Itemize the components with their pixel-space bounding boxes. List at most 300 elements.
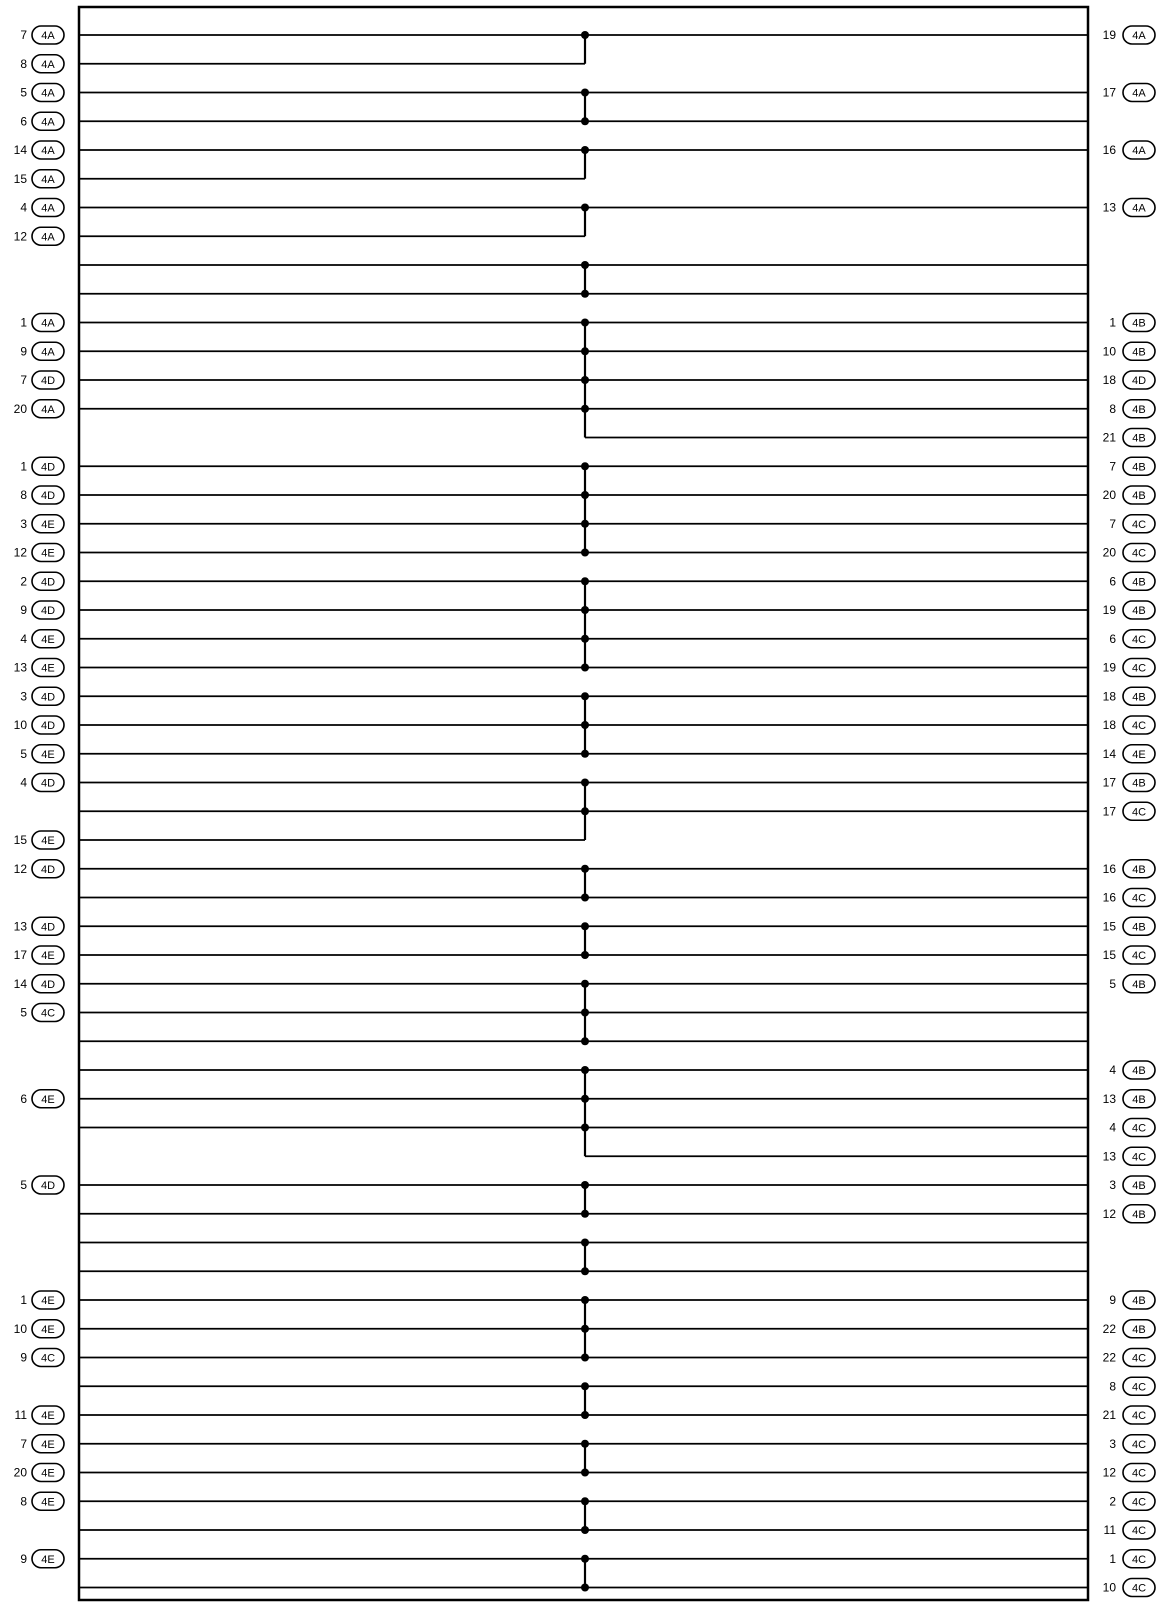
right-pin-label: [1109, 1291, 1155, 1309]
right-pin-label: [1103, 946, 1155, 964]
splice-dot: [581, 1325, 589, 1333]
left-pin-label: [14, 227, 64, 245]
pin-number: 1: [1109, 1551, 1116, 1566]
pin-number: 3: [20, 516, 27, 531]
left-pin-label: [20, 1492, 64, 1510]
right-pin-label: [1109, 457, 1155, 475]
pin-number: 17: [13, 948, 27, 962]
connector-id: 4E: [41, 1438, 55, 1451]
pin-number: 6: [1109, 631, 1116, 646]
connector-id: 4C: [1131, 1525, 1147, 1537]
splice-dot: [581, 1411, 589, 1419]
right-pin-label: [1104, 1521, 1155, 1539]
connector-id: 4E: [41, 547, 55, 560]
pin-number: 7: [1109, 459, 1116, 474]
left-pin-label: [20, 687, 64, 705]
connector-id: 4C: [1131, 1467, 1147, 1480]
pin-number: 19: [1102, 28, 1116, 42]
left-pin-label: [14, 831, 64, 849]
connector-id: 4A: [41, 317, 55, 330]
pin-number: 1: [1109, 315, 1116, 330]
splice-dot: [581, 1440, 589, 1448]
right-pin-label: [1103, 486, 1155, 504]
pin-number: 2: [20, 574, 27, 589]
pin-number: 12: [13, 861, 27, 876]
left-pin-label: [20, 457, 64, 475]
pin-number: 8: [20, 1494, 27, 1509]
pin-number: 3: [20, 689, 27, 704]
splice-dot: [581, 31, 589, 39]
connector-id: 4A: [41, 116, 55, 129]
connector-id: 4D: [40, 1180, 56, 1192]
connector-id: 4E: [41, 1467, 55, 1480]
right-pin-label: [1103, 1147, 1155, 1165]
left-labels-layer: [14, 26, 64, 1568]
connector-id: 4A: [41, 202, 55, 215]
connector-id: 4D: [40, 691, 56, 704]
splice-dots-layer: [581, 31, 589, 1592]
right-pin-label: [1109, 1550, 1155, 1568]
splice-dot: [581, 549, 589, 557]
pin-number: 15: [13, 833, 27, 847]
pin-number: 8: [1109, 401, 1116, 416]
left-pin-label: [14, 975, 64, 993]
connector-id: 4C: [1131, 1381, 1147, 1394]
pin-number: 21: [1102, 430, 1116, 445]
splice-dot: [581, 1066, 589, 1074]
pin-number: 9: [1109, 1293, 1116, 1307]
splice-dot: [581, 462, 589, 470]
pin-number: 16: [1102, 861, 1116, 876]
splice-dot: [581, 204, 589, 212]
splice-dot: [581, 290, 589, 298]
connector-id: 4A: [41, 87, 55, 100]
left-pin-label: [20, 1291, 64, 1309]
left-pin-label: [14, 659, 64, 677]
left-pin-label: [20, 342, 64, 360]
right-pin-label: [1109, 400, 1155, 418]
splice-dot: [581, 376, 589, 384]
pin-number: 14: [13, 976, 27, 991]
pin-number: 12: [1102, 1206, 1116, 1221]
pin-number: 5: [20, 1005, 27, 1020]
pin-number: 13: [1102, 200, 1116, 215]
right-pin-label: [1103, 889, 1155, 907]
connector-id: 4E: [41, 1553, 55, 1566]
splice-dot: [581, 520, 589, 528]
left-pin-label: [20, 601, 64, 619]
connector-id: 4D: [40, 461, 56, 474]
connector-id: 4D: [40, 375, 56, 387]
connector-id: 4E: [1132, 748, 1146, 761]
right-pin-label: [1103, 342, 1155, 360]
right-pin-label: [1103, 659, 1155, 677]
splice-dot: [581, 750, 589, 758]
pin-number: 3: [1109, 1436, 1116, 1451]
splice-dot: [581, 1210, 589, 1218]
pin-number: 10: [1102, 1580, 1116, 1595]
right-pin-label: [1103, 544, 1155, 562]
connector-id: 4B: [1132, 346, 1146, 359]
right-pin-label: [1103, 371, 1155, 389]
pin-number: 16: [1102, 890, 1116, 905]
pin-number: 14: [13, 143, 27, 157]
left-pin-label: [20, 745, 64, 763]
connector-id: 4A: [41, 145, 55, 157]
right-pin-label: [1103, 774, 1155, 792]
connector-id: 4C: [1131, 892, 1147, 905]
connector-id: 4B: [1132, 432, 1146, 445]
pin-number: 9: [20, 1551, 27, 1566]
pin-number: 8: [20, 56, 27, 71]
left-pin-label: [14, 946, 64, 964]
connector-id: 4E: [41, 1410, 55, 1422]
pin-number: 4: [1109, 1063, 1116, 1077]
pin-number: 9: [20, 603, 27, 617]
pin-number: 7: [1109, 516, 1116, 531]
connector-id: 4B: [1132, 691, 1146, 704]
pin-number: 10: [13, 1321, 27, 1336]
right-pin-label: [1103, 1090, 1155, 1108]
connector-id: 4A: [41, 346, 55, 359]
connector-id: 4B: [1132, 1180, 1146, 1192]
connector-id: 4C: [1131, 1553, 1147, 1566]
pin-number: 7: [20, 28, 27, 42]
right-pin-label: [1109, 1176, 1155, 1194]
pin-number: 5: [20, 1178, 27, 1192]
pin-number: 8: [1109, 1379, 1116, 1394]
connector-id: 4C: [40, 1352, 56, 1365]
splice-dot: [581, 1526, 589, 1534]
right-pin-label: [1103, 1579, 1155, 1597]
left-pin-label: [14, 1320, 64, 1338]
pin-number: 22: [1102, 1350, 1116, 1365]
connector-id: 4B: [1132, 461, 1146, 474]
connector-id: 4D: [40, 863, 56, 876]
connector-id: 4D: [40, 576, 56, 589]
pin-number: 21: [1102, 1408, 1116, 1422]
connector-id: 4D: [40, 720, 56, 732]
right-labels-layer: [1103, 26, 1155, 1597]
connector-id: 4C: [1131, 1410, 1147, 1422]
right-pin-label: [1103, 601, 1155, 619]
connector-id: 4B: [1132, 605, 1146, 617]
connector-id: 4A: [41, 403, 55, 416]
splice-dot: [581, 89, 589, 97]
pin-number: 22: [1102, 1321, 1116, 1336]
pin-number: 3: [1109, 1178, 1116, 1192]
splice-dot: [581, 491, 589, 499]
pin-number: 4: [20, 200, 27, 215]
pin-number: 13: [13, 919, 27, 934]
left-pin-label: [20, 314, 64, 332]
splice-dot: [581, 635, 589, 643]
pin-number: 5: [1109, 976, 1116, 991]
connector-id: 4A: [41, 173, 55, 186]
connector-id: 4B: [1132, 921, 1146, 934]
pin-number: 4: [1109, 1120, 1116, 1135]
right-pin-label: [1109, 1492, 1155, 1510]
splice-dot: [581, 1469, 589, 1477]
left-pin-label: [20, 774, 64, 792]
left-pin-label: [15, 1406, 64, 1424]
right-pin-label: [1103, 1464, 1155, 1482]
pin-number: 5: [20, 746, 27, 761]
splice-dot: [581, 807, 589, 815]
right-pin-label: [1103, 141, 1155, 159]
pin-number: 11: [14, 1408, 27, 1422]
pin-number: 16: [1102, 143, 1116, 157]
pin-number: 13: [1102, 1149, 1116, 1164]
splice-dot: [581, 721, 589, 729]
connector-id: 4E: [41, 835, 55, 847]
connector-id: 4E: [41, 1323, 55, 1336]
splice-dot: [581, 865, 589, 873]
splice-dot: [581, 146, 589, 154]
splice-dot: [581, 1382, 589, 1390]
right-pin-label: [1109, 515, 1155, 533]
left-pin-label: [20, 486, 64, 504]
pin-number: 9: [20, 344, 27, 359]
right-pin-label: [1103, 917, 1155, 935]
left-pin-label: [20, 1550, 64, 1568]
connector-id: 4D: [40, 605, 56, 617]
left-pin-label: [14, 544, 64, 562]
connector-id: 4A: [1132, 202, 1146, 215]
splice-dot: [581, 1124, 589, 1132]
connector-id: 4B: [1132, 978, 1146, 991]
splice-dot: [581, 1354, 589, 1362]
splice-dot: [581, 577, 589, 585]
right-pin-label: [1103, 1320, 1155, 1338]
left-pin-label: [20, 1004, 64, 1022]
pin-number: 14: [1102, 746, 1116, 761]
right-pin-label: [1109, 1119, 1155, 1137]
connector-id: 4E: [41, 1295, 55, 1307]
pin-number: 20: [13, 401, 27, 416]
connector-id: 4E: [41, 633, 55, 646]
connector-id: 4C: [1131, 1352, 1147, 1365]
right-pin-label: [1103, 1406, 1155, 1424]
connector-id: 4C: [1131, 1438, 1147, 1451]
pin-number: 6: [20, 1091, 27, 1106]
connector-id: 4E: [41, 950, 55, 962]
connector-id: 4E: [41, 1496, 55, 1509]
pin-number: 17: [1102, 804, 1116, 819]
splice-dot: [581, 1555, 589, 1563]
pin-number: 1: [20, 459, 27, 474]
connector-id: 4C: [1131, 1122, 1147, 1135]
pin-number: 7: [20, 1436, 27, 1451]
connector-id: 4E: [41, 662, 55, 675]
connector-id: 4C: [1131, 518, 1147, 531]
left-pin-label: [20, 630, 64, 648]
connector-id: 4B: [1132, 1323, 1146, 1336]
pin-number: 10: [13, 718, 27, 732]
pin-number: 20: [1102, 545, 1116, 560]
connector-id: 4C: [1131, 1151, 1147, 1164]
left-pin-label: [20, 84, 64, 102]
connector-id: 4B: [1132, 490, 1146, 502]
left-pin-label: [20, 371, 64, 389]
left-pin-label: [20, 1435, 64, 1453]
left-pin-label: [20, 1176, 64, 1194]
right-pin-label: [1109, 630, 1155, 648]
right-pin-label: [1109, 314, 1155, 332]
right-pin-label: [1109, 1435, 1155, 1453]
splice-dot: [581, 894, 589, 902]
pin-number: 5: [20, 85, 27, 100]
pin-number: 8: [20, 488, 27, 502]
pin-number: 20: [13, 1465, 27, 1480]
splice-dot: [581, 347, 589, 355]
connector-id: 4C: [1131, 662, 1147, 675]
right-pin-label: [1103, 199, 1155, 217]
splice-dot: [581, 405, 589, 413]
splice-dot: [581, 1267, 589, 1275]
right-pin-label: [1103, 687, 1155, 705]
connector-id: 4C: [1131, 950, 1147, 962]
connector-id: 4C: [40, 1007, 56, 1020]
pin-number: 15: [1102, 948, 1116, 962]
right-pin-label: [1103, 716, 1155, 734]
left-pin-label: [20, 1090, 64, 1108]
left-pin-label: [14, 860, 64, 878]
splice-dot: [581, 606, 589, 614]
connector-id: 4C: [1131, 806, 1147, 819]
connector-id: 4C: [1131, 720, 1147, 732]
left-pin-label: [20, 515, 64, 533]
pin-number: 4: [20, 631, 27, 646]
pin-number: 19: [1102, 660, 1116, 675]
pin-number: 17: [1102, 775, 1116, 790]
connector-id: 4A: [1132, 87, 1146, 100]
right-pin-label: [1109, 1377, 1155, 1395]
connector-id: 4E: [41, 1093, 55, 1106]
right-pin-label: [1109, 1061, 1155, 1079]
splice-dot: [581, 1181, 589, 1189]
connector-id: 4D: [40, 978, 56, 991]
pin-number: 18: [1102, 718, 1116, 732]
left-pin-label: [14, 400, 64, 418]
right-pin-label: [1103, 84, 1155, 102]
pin-number: 6: [1109, 574, 1116, 589]
right-pin-label: [1103, 745, 1155, 763]
connector-id: 4C: [1131, 1496, 1147, 1509]
pin-number: 9: [20, 1350, 27, 1365]
splice-dot: [581, 261, 589, 269]
left-pin-label: [14, 1464, 64, 1482]
splice-dot: [581, 1239, 589, 1247]
left-pin-label: [20, 1349, 64, 1367]
pin-number: 4: [20, 775, 27, 790]
splice-dot: [581, 1095, 589, 1103]
connector-id: 4B: [1132, 576, 1146, 589]
connector-id: 4A: [41, 231, 55, 244]
connector-id: 4B: [1132, 403, 1146, 416]
pin-number: 1: [20, 1293, 27, 1307]
splice-dot: [581, 1037, 589, 1045]
pin-number: 12: [13, 229, 27, 244]
connector-id: 4B: [1132, 317, 1146, 330]
pin-number: 18: [1102, 373, 1116, 387]
connector-id: 4B: [1132, 1208, 1146, 1221]
left-pin-label: [14, 716, 64, 734]
right-pin-label: [1103, 1205, 1155, 1223]
left-pin-label: [14, 170, 64, 188]
right-pin-label: [1103, 860, 1155, 878]
connector-id: 4C: [1131, 547, 1147, 560]
connector-id: 4D: [40, 777, 56, 790]
pin-number: 20: [1102, 488, 1116, 502]
pin-number: 15: [13, 171, 27, 186]
pin-number: 18: [1102, 689, 1116, 704]
connector-id: 4B: [1132, 1065, 1146, 1077]
connector-id: 4D: [40, 490, 56, 502]
connector-id: 4C: [1131, 633, 1147, 646]
right-pin-label: [1103, 429, 1155, 447]
splice-dot: [581, 951, 589, 959]
pin-number: 6: [20, 114, 27, 129]
splice-dot: [581, 922, 589, 930]
splice-dot: [581, 1584, 589, 1592]
connector-id: 4D: [40, 921, 56, 934]
pin-number: 13: [13, 660, 27, 675]
right-pin-label: [1103, 1349, 1155, 1367]
splice-dot: [581, 117, 589, 125]
pin-number: 7: [20, 373, 27, 387]
right-pin-label: [1109, 975, 1155, 993]
splice-dot: [581, 692, 589, 700]
pin-number: 15: [1102, 919, 1116, 934]
connector-id: 4B: [1132, 1295, 1146, 1307]
splice-dot: [581, 1497, 589, 1505]
connector-id: 4D: [1131, 375, 1147, 387]
splice-dot: [581, 1296, 589, 1304]
pin-number: 12: [1102, 1465, 1116, 1480]
connector-id: 4A: [1132, 30, 1146, 42]
pin-number: 19: [1102, 603, 1116, 617]
left-pin-label: [20, 572, 64, 590]
connector-id: 4E: [41, 748, 55, 761]
left-pin-label: [20, 112, 64, 130]
connector-id: 4A: [1132, 145, 1146, 157]
splice-dot: [581, 664, 589, 672]
right-pin-label: [1103, 802, 1155, 820]
splice-dot: [581, 319, 589, 327]
pin-number: 11: [1103, 1523, 1116, 1537]
connector-id: 4C: [1131, 1582, 1147, 1595]
left-pin-label: [14, 917, 64, 935]
left-pin-label: [20, 26, 64, 44]
right-pin-label: [1103, 26, 1155, 44]
pin-number: 17: [1102, 85, 1116, 100]
connector-id: 4B: [1132, 1093, 1146, 1106]
splice-dot: [581, 1009, 589, 1017]
splice-dot: [581, 980, 589, 988]
left-pin-label: [20, 199, 64, 217]
connector-id: 4B: [1132, 777, 1146, 790]
left-pin-label: [20, 55, 64, 73]
connector-id: 4A: [41, 58, 55, 71]
pin-number: 13: [1102, 1091, 1116, 1106]
splice-dot: [581, 779, 589, 787]
pin-number: 2: [1109, 1494, 1116, 1509]
connector-id: 4A: [41, 30, 55, 42]
pin-number: 10: [1102, 344, 1116, 359]
pin-number: 12: [13, 545, 27, 560]
connector-id: 4E: [41, 518, 55, 531]
